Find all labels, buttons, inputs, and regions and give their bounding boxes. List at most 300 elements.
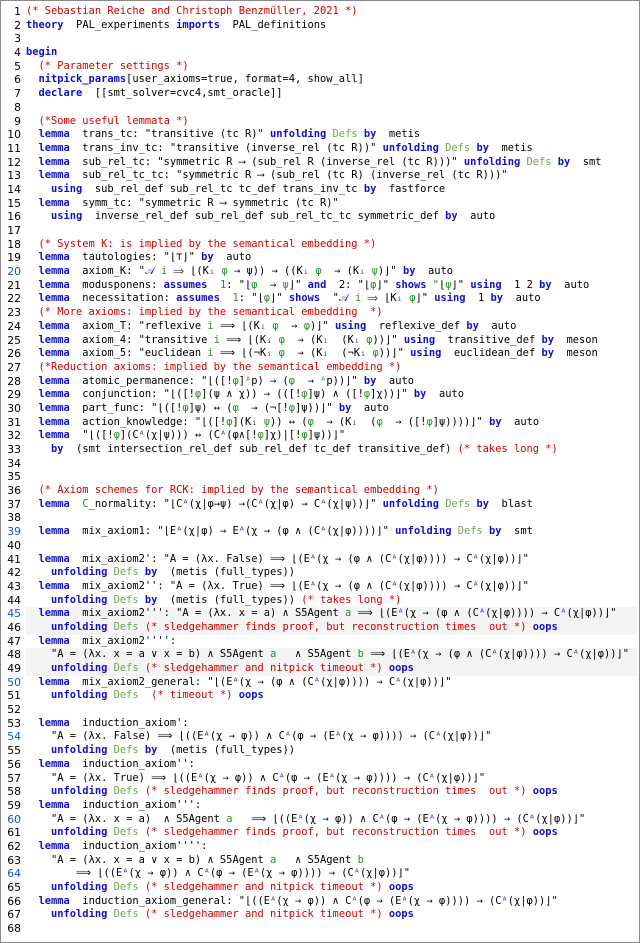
code-token: ⌋": [376, 278, 396, 291]
code-token: lemma: [38, 155, 70, 168]
code-token: ᴬ: [313, 675, 321, 688]
code-token: by: [445, 210, 458, 223]
code-line[interactable]: [26, 32, 637, 46]
code-token: 1 2: [501, 278, 540, 291]
code-token: oops: [526, 826, 558, 839]
code-line[interactable]: [26, 5, 637, 19]
code-token: [26, 292, 39, 304]
code-token: (* sledgehammer and nitpick timeout *): [144, 662, 383, 674]
code-token: mix_axiom2': "A = (λx. False) ⟹ ⌊(E: [69, 552, 310, 565]
code-line[interactable]: [26, 662, 637, 676]
code-token: ": [320, 292, 339, 305]
code-token: (* timeout *): [151, 689, 233, 702]
code-token: ᵢ: [266, 333, 273, 346]
code-token: [26, 758, 39, 770]
line-number: 27: [7, 360, 21, 374]
code-token: Defs: [107, 826, 145, 839]
code-token: conjunction: "⌊([!: [69, 388, 195, 401]
code-line[interactable]: [26, 703, 637, 717]
code-token: lemma: [38, 716, 70, 729]
line-number: 14: [7, 182, 21, 196]
code-line[interactable]: [26, 908, 637, 922]
line-number: 32: [7, 429, 21, 443]
line-number: 41: [7, 552, 21, 566]
code-line[interactable]: [26, 511, 637, 525]
code-line[interactable]: [26, 826, 637, 840]
code-token: ᵢ: [266, 347, 273, 360]
code-token: b: [351, 648, 371, 661]
code-line[interactable]: [26, 635, 637, 649]
code-token: induction_axiom_general: "⌊((E: [69, 894, 270, 907]
line-number: 40: [7, 538, 21, 552]
code-line[interactable]: [26, 470, 637, 484]
code-line[interactable]: [26, 416, 637, 430]
code-line[interactable]: [26, 402, 637, 416]
code-line[interactable]: [26, 388, 637, 402]
code-token: (* Parameter settings *): [38, 59, 189, 72]
code-line[interactable]: [26, 553, 637, 567]
code-line[interactable]: [26, 621, 637, 635]
code-line[interactable]: [26, 922, 637, 936]
code-token: trans_tc: "transitive (tc R)": [69, 128, 270, 141]
code-token: trans_inv_tc: "transitive (inverse_rel (tc R))": [69, 141, 383, 154]
code-token: (χ → (φ ∧ (C: [416, 648, 492, 661]
code-token: (χ|φ)))) → C: [485, 607, 561, 620]
code-token: oops: [382, 881, 414, 893]
code-token: ᴬ: [244, 374, 252, 387]
code-token: (χ → φ)) ∧ C: [209, 730, 285, 743]
code-line[interactable]: [26, 525, 637, 539]
code-token: φ: [226, 415, 233, 428]
line-number: 11: [7, 141, 21, 155]
code-token: Defs: [107, 620, 145, 633]
code-token: ᴬ: [284, 730, 292, 743]
code-token: [26, 87, 39, 99]
code-token: φ: [113, 429, 120, 442]
code-token: ᴬ: [309, 552, 317, 565]
code-token: (* sledgehammer and nitpick timeout *): [144, 881, 383, 893]
line-number: 6: [14, 73, 21, 87]
line-number: 65: [7, 881, 21, 894]
code-token: by: [363, 182, 377, 195]
code-line[interactable]: [26, 87, 637, 101]
code-token: ](K: [232, 415, 252, 428]
code-token: "A = (λx. x = a) ∧ S5Agent: [26, 812, 220, 825]
code-line[interactable]: [26, 580, 637, 594]
code-token: 1: [219, 292, 239, 305]
code-token: ψ: [282, 278, 289, 291]
code-token: lemma: [38, 265, 70, 278]
code-token: →: [278, 319, 304, 332]
code-token: ᴬ: [472, 579, 479, 592]
code-line[interactable]: [26, 867, 637, 881]
code-token: [user_axioms=true, format=4, show_all]: [126, 73, 364, 86]
code-token: lemma: [38, 894, 70, 907]
code-line[interactable]: [26, 799, 637, 813]
code-token: (χ|φ))⌋": [507, 894, 558, 907]
code-token: "A = (λx. False) ⟹ ⌊((E: [26, 730, 204, 743]
code-token: lemma: [38, 141, 70, 154]
code-token: )⌋": [309, 319, 335, 332]
code-token: axiom_5: "euclidean: [69, 347, 202, 360]
code-token: using: [470, 278, 502, 291]
code-token: [26, 717, 39, 729]
line-number: 7: [14, 87, 21, 101]
code-token: (* sledgehammer and nitpick timeout *): [144, 908, 383, 921]
code-token: modusponens:: [69, 278, 164, 291]
code-token: by: [363, 374, 377, 387]
code-token: by: [541, 333, 554, 346]
code-token: "⌊([!: [69, 429, 114, 442]
code-token: (*Reduction axioms: implied by the semantical embedding *): [38, 360, 402, 373]
code-token: ᴬ: [395, 675, 402, 688]
code-token: (χ|φ))⌋": [401, 675, 452, 688]
code-token: ᵢ: [396, 292, 403, 305]
code-token: [26, 251, 39, 263]
code-token: by: [539, 278, 552, 291]
code-line[interactable]: [26, 648, 637, 662]
code-token: (χ|ψ))) ↔ (C: [144, 429, 220, 442]
code-line[interactable]: [26, 128, 637, 142]
code-line[interactable]: [26, 156, 637, 170]
code-token: mix_axiom2''': "A = (λx. x = a) ∧ S5Agent: [69, 607, 339, 620]
code-token: by: [201, 251, 214, 264]
code-token: lemma: [38, 757, 70, 770]
code-token: φ: [232, 401, 239, 414]
code-token: a: [219, 812, 239, 825]
code-line[interactable]: [26, 251, 637, 265]
line-number: 52: [7, 703, 21, 717]
line-number: 23: [7, 306, 21, 320]
code-line[interactable]: [26, 334, 637, 348]
code-token: ᴬ: [334, 730, 342, 743]
code-line[interactable]: [26, 539, 637, 553]
code-token: (metis (full_types)): [157, 566, 296, 579]
code-token: ᴬ: [219, 429, 227, 442]
code-token: ᴬ: [182, 497, 189, 510]
code-token: ": [426, 278, 440, 291]
code-token: φ: [370, 278, 377, 291]
code-token: : "⌊: [238, 292, 264, 305]
code-line[interactable]: [26, 594, 637, 608]
code-token: ᴬ: [320, 497, 327, 510]
code-line[interactable]: [26, 457, 637, 471]
code-token: (* takes long *): [301, 593, 402, 606]
code-token: imports: [176, 18, 220, 31]
code-token: (χ|φ)))) → C: [397, 579, 473, 592]
code-token: auto: [213, 251, 252, 264]
code-token: induction_axiom''':: [69, 798, 202, 811]
code-line[interactable]: [26, 758, 637, 772]
code-token: Defs: [520, 155, 558, 168]
code-line[interactable]: [26, 306, 637, 320]
code-token: (φ → (E: [385, 812, 429, 825]
code-token: ᴬ: [320, 374, 327, 387]
code-line[interactable]: [26, 607, 637, 621]
code-token: lemma: [38, 388, 70, 401]
code-token: ⟹ ⌊((E: [26, 867, 123, 880]
code-token: mix_axiom2'''':: [69, 634, 177, 647]
code-token: unfolding: [51, 662, 108, 674]
code-token: auto: [426, 388, 464, 401]
code-line[interactable]: [26, 375, 637, 389]
code-token: auto: [376, 374, 414, 387]
code-token: p))⌋": [326, 374, 364, 387]
code-token: [26, 607, 39, 619]
code-token: φ: [363, 388, 371, 401]
code-token: by: [476, 497, 490, 510]
code-token: ⟹ ⌊(K: [219, 319, 260, 332]
code-token: ᴬ: [410, 648, 417, 661]
line-number: 67: [7, 908, 21, 922]
code-line[interactable]: [26, 881, 637, 895]
line-number: 24: [7, 319, 21, 333]
code-line[interactable]: [26, 676, 637, 690]
code-token: (χ → φ)))) → (C: [435, 812, 529, 825]
code-token: (* More axioms: implied by the semantical embedding *): [38, 306, 383, 319]
line-number: 50: [7, 675, 21, 689]
code-token: [26, 402, 39, 414]
code-token: [26, 580, 39, 592]
code-area[interactable]: [26, 5, 637, 943]
code-token: [26, 881, 51, 893]
code-line[interactable]: [26, 115, 637, 129]
code-token: (φ∧[!: [226, 429, 258, 442]
code-token: φ: [303, 319, 310, 332]
line-number-gutter: [1, 5, 23, 936]
code-token: lemma: [38, 292, 70, 305]
code-line[interactable]: [26, 169, 637, 183]
code-token: [26, 265, 39, 277]
code-token: ᴬ: [560, 607, 567, 620]
code-token: using: [434, 292, 466, 305]
code-line[interactable]: [26, 347, 637, 361]
code-line[interactable]: [26, 566, 637, 580]
line-number: 54: [7, 730, 21, 744]
code-token: (metis (full_types)): [157, 744, 296, 757]
code-token: (χ|φ))⌋": [478, 552, 529, 565]
code-token: metis: [488, 141, 533, 154]
code-token: 1: [207, 278, 227, 291]
code-line[interactable]: [26, 717, 637, 731]
code-token: φ: [307, 415, 314, 428]
code-line[interactable]: [26, 361, 637, 375]
line-number: 53: [7, 716, 21, 730]
code-token: Defs: [438, 497, 477, 510]
code-token: φ: [194, 388, 202, 401]
code-token: ⟹ ⌊(¬K: [219, 347, 267, 360]
line-number: 9: [14, 114, 21, 128]
code-token: unfolding: [51, 689, 108, 702]
code-token: ᴬ: [297, 812, 304, 825]
code-line[interactable]: [26, 46, 637, 60]
code-token: [26, 169, 39, 181]
line-number: 16: [7, 210, 21, 224]
code-token: (χ|φ))⌋": [578, 648, 630, 661]
code-line[interactable]: [26, 210, 637, 224]
code-token: unfolding: [51, 908, 108, 921]
code-line[interactable]: [26, 19, 637, 33]
line-number: 42: [7, 566, 21, 580]
code-token: using: [334, 319, 367, 332]
code-token: [26, 361, 39, 373]
code-token: ᴬ: [328, 771, 335, 784]
code-token: [26, 429, 39, 441]
code-token: φ: [266, 319, 279, 332]
code-line[interactable]: [26, 895, 637, 909]
code-line[interactable]: [26, 73, 637, 87]
code-token: φ: [426, 415, 433, 428]
code-token: oops: [382, 908, 414, 921]
code-token: by: [402, 265, 416, 278]
code-token: auto: [503, 292, 541, 305]
code-token: [26, 621, 51, 633]
code-token: ⌋": [288, 278, 308, 291]
code-token: meson: [553, 347, 598, 360]
code-token: by: [338, 401, 352, 414]
code-line[interactable]: [26, 498, 637, 512]
code-line[interactable]: [26, 142, 637, 156]
code-token: ᵢ: [259, 319, 267, 332]
code-line[interactable]: [26, 840, 637, 854]
code-token: ]ψ) ↔ (: [188, 401, 233, 414]
code-token: φ: [288, 401, 296, 414]
code-token: [26, 676, 39, 688]
code-token: oops: [382, 662, 414, 674]
code-token: unfolding: [51, 566, 108, 579]
code-token: [26, 443, 51, 455]
code-token: ᴬ: [401, 894, 408, 907]
code-line[interactable]: [26, 689, 637, 703]
code-line[interactable]: [26, 429, 637, 443]
code-token: auto: [551, 278, 590, 291]
code-token: ᴬ: [232, 675, 239, 688]
code-token: ψ: [445, 278, 452, 291]
code-token: [26, 279, 39, 291]
code-token: φ: [263, 292, 271, 305]
code-token: lemma: [38, 579, 70, 592]
code-line[interactable]: [26, 279, 637, 293]
code-token: ]χ)|[!: [263, 429, 302, 442]
code-token: ᴬ: [391, 579, 398, 592]
line-number: 62: [7, 839, 21, 853]
code-token: unfolding: [51, 785, 108, 798]
code-line[interactable]: [26, 813, 637, 827]
code-line[interactable]: [26, 265, 637, 279]
code-token: ᴬ: [138, 429, 145, 442]
code-token: by: [489, 415, 502, 428]
code-line[interactable]: [26, 224, 637, 238]
code-line[interactable]: [26, 197, 637, 211]
code-line[interactable]: [26, 238, 637, 252]
code-token: ᴬ: [572, 648, 579, 661]
code-token: ᴬ: [472, 552, 479, 565]
line-number: 31: [7, 415, 21, 429]
code-line[interactable]: [26, 484, 637, 498]
code-token: →: [295, 374, 321, 387]
code-token: (metis (full_types)): [157, 593, 302, 606]
code-token: ᴬ: [122, 867, 129, 880]
code-token: (φ → (E: [291, 730, 335, 743]
code-token: ⟹ ⌊(E: [357, 607, 398, 620]
code-token: ᴬ: [501, 894, 508, 907]
code-token: auto: [351, 401, 389, 414]
code-token: by: [144, 593, 158, 606]
line-number: 8: [14, 100, 21, 114]
code-token: ᴬ: [435, 730, 442, 743]
code-token: 𝒜: [144, 265, 155, 278]
code-token: (χ → φ)))) → (C: [259, 867, 354, 880]
code-line[interactable]: [26, 772, 637, 786]
line-number: 64: [7, 867, 21, 881]
code-token: φ: [182, 401, 189, 414]
code-token: (χ → φ)) ∧ C: [303, 812, 379, 825]
code-token: ᴬ: [176, 525, 183, 538]
code-token: [26, 744, 51, 756]
code-line[interactable]: [26, 101, 637, 115]
code-line[interactable]: [26, 183, 637, 197]
code-token: ᴬ: [478, 607, 486, 620]
line-number: 20: [7, 265, 21, 279]
code-line[interactable]: [26, 60, 637, 74]
code-token: lemma: [38, 278, 70, 291]
code-token: ᵢ: [302, 265, 310, 278]
line-number: 37: [7, 497, 21, 511]
code-token: φ: [215, 265, 234, 278]
code-line[interactable]: [26, 320, 637, 334]
code-token: lemma: [38, 347, 70, 360]
line-number: 66: [7, 894, 21, 908]
code-token: ᴬ: [278, 771, 285, 784]
code-line[interactable]: [26, 744, 637, 758]
code-token: [26, 388, 39, 400]
code-token: [26, 785, 51, 797]
code-token: part_func: "⌊([!: [69, 401, 183, 414]
code-token: Defs: [107, 785, 145, 798]
code-token: (* takes long *): [457, 443, 558, 455]
line-number: 25: [7, 333, 21, 347]
code-token: (χ|φ)))) → C: [320, 675, 396, 688]
code-token: [26, 334, 39, 346]
code-token: → (K: [313, 415, 352, 428]
code-token: (χ|φ)))) → C: [397, 552, 473, 565]
code-token: φ: [272, 333, 285, 346]
code-token: and: [307, 278, 327, 291]
line-number: 51: [7, 689, 21, 703]
code-line[interactable]: [26, 730, 637, 744]
code-token: ⟹ ⌊(K: [173, 265, 209, 278]
code-line[interactable]: [26, 292, 637, 306]
code-token: smt: [570, 155, 602, 168]
code-token: auto: [457, 210, 496, 223]
code-token: 𝒜: [338, 292, 349, 305]
code-token: )⌋": [377, 265, 403, 278]
code-token: unfolding: [51, 593, 108, 606]
code-line[interactable]: [26, 443, 637, 457]
code-line[interactable]: [26, 854, 637, 868]
code-token: oops: [232, 689, 264, 702]
line-number: 13: [7, 169, 21, 183]
code-token: lemma: [38, 634, 70, 647]
code-token: ψ: [257, 415, 271, 428]
code-line[interactable]: [26, 785, 637, 799]
code-token: i: [201, 319, 220, 332]
code-token: (K: [328, 333, 354, 346]
code-line[interactable]: [26, 936, 637, 943]
code-token: (χ|φ))⌋": [360, 867, 411, 880]
code-token: fastforce: [376, 182, 446, 195]
code-token: induction_axiom'''':: [69, 839, 208, 852]
